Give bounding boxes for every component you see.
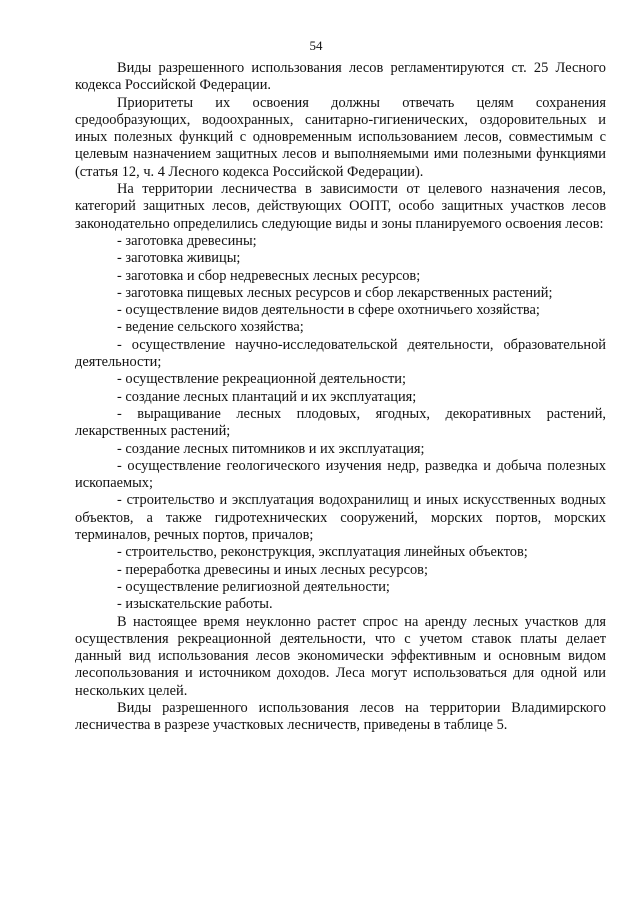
list-item: - переработка древесины и иных лесных ресурсов; [117,561,428,578]
list-item: - осуществление рекреационной деятельности; [117,371,406,388]
paragraph: На территории лесничества в зависимости от целевого назначения лесов, категорий защитных лесов, действующих ООПТ, особо защитных участков лесов законодательно определились следующие виды и зоны планируемого освоения лесов: [75,181,606,232]
list-item: - выращивание лесных плодовых, ягодных, декоративных растений, лекарственных растений; [75,405,606,440]
list-item: - заготовка живицы; [117,250,241,267]
page-number: 54 [309,38,323,53]
list-item: - заготовка пищевых лесных ресурсов и сбор лекарственных растений; [117,284,553,301]
list-item: - осуществление научно-исследовательской деятельности, образовательной деятельности; [75,336,606,371]
paragraph: Виды разрешенного использования лесов на территории Владимирского лесничества в разрезе участковых лесничеств, приведены в таблице 5. [75,699,606,734]
list-item: - создание лесных питомников и их эксплуатация; [117,440,425,457]
document-body [75,60,606,735]
list-item: - заготовка и сбор недревесных лесных ресурсов; [117,267,421,284]
list-item: - изыскательские работы. [117,596,273,613]
list-item: - строительство и эксплуатация водохранилищ и иных искусственных водных объектов, а также гидротехнических сооружений, морских портов, морских терминалов, речных портов, причалов; [75,492,606,544]
list-item: - заготовка древесины; [117,232,257,249]
list-item: - осуществление геологического изучения недр, разведка и добыча полезных ископаемых; [75,457,606,492]
paragraph: В настоящее время неуклонно растет спрос на аренду лесных участков для осуществления рекреационной деятельности, что с учетом ставок платы делает данный вид использования лесов экономически эффективным и основным видом лесопользования и источником доходов. Леса могут использоваться для одной или нескольких целей. [75,613,606,699]
list-item: - строительство, реконструкция, эксплуатация линейных объектов; [117,544,528,561]
paragraph: Виды разрешенного использования лесов регламентируются ст. 25 Лесного кодекса Российской Федерации. [75,60,606,94]
list-item: - ведение сельского хозяйства; [117,319,304,336]
list-item: - осуществление религиозной деятельности; [117,578,390,595]
list-item: - осуществление видов деятельности в сфере охотничьего хозяйства; [117,302,540,319]
paragraph: Приоритеты их освоения должны отвечать целям сохранения средообразующих, водоохранных, санитарно-гигиенических, оздоровительных и иных полезных функций с одновременным использованием лесов, совместимым с целевым назначением защитных лесов и выполняемыми ими полезными функциями (статья 12, ч. 4 Лесного кодекса Российской Федерации). [75,94,606,180]
list-item: - создание лесных плантаций и их эксплуатация; [117,388,417,405]
